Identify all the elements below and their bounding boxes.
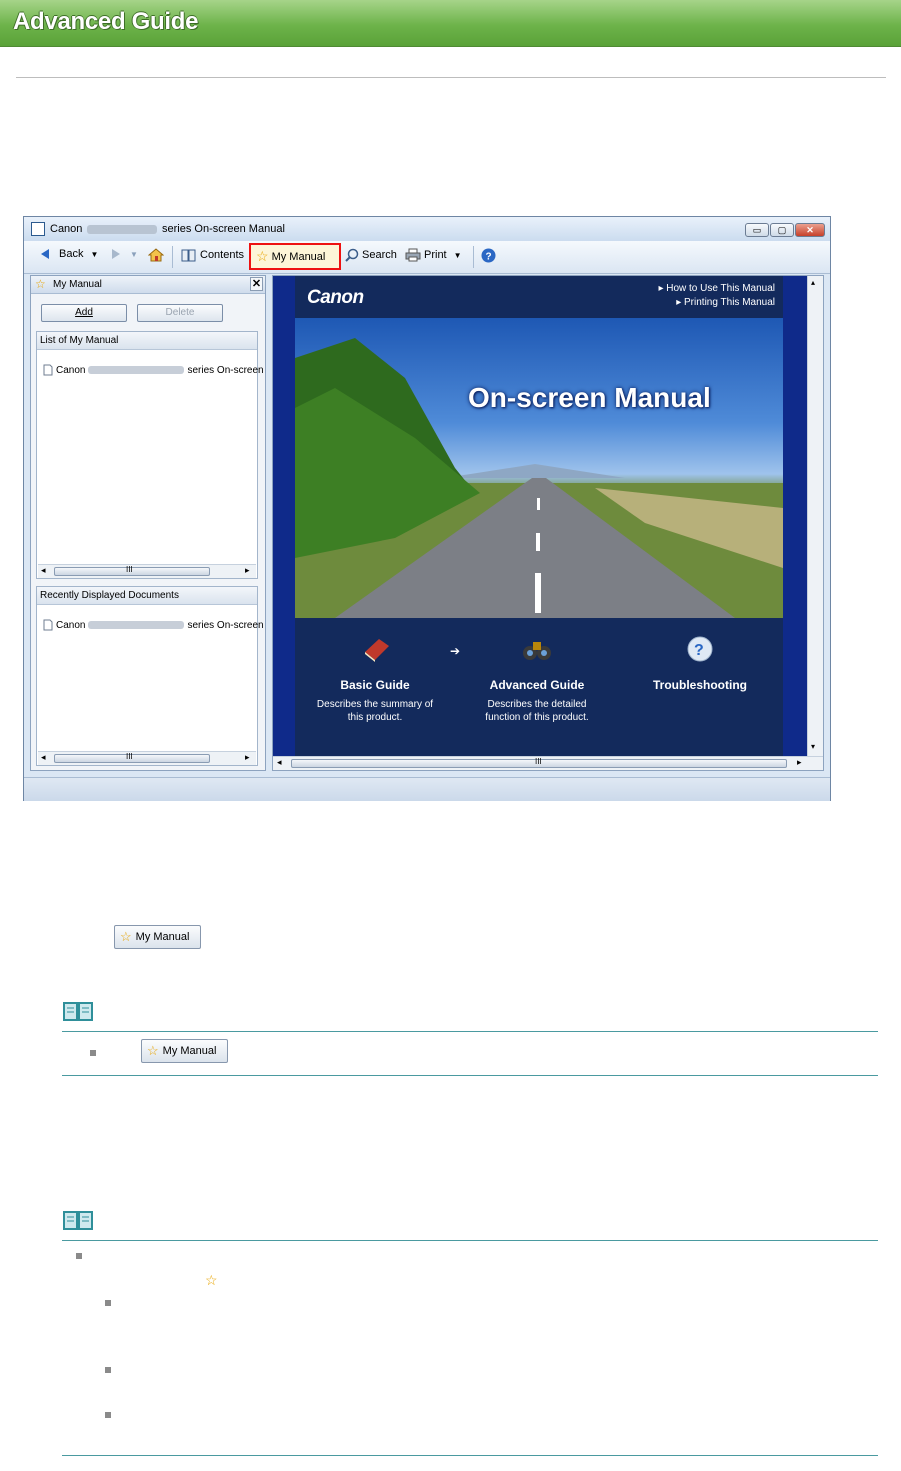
scroll-right-icon[interactable]: ▸ (797, 757, 802, 767)
guide-title: Advanced Guide (489, 678, 585, 692)
hero-title: On-screen Manual (468, 382, 711, 413)
my-manual-list (36, 331, 264, 579)
list-item[interactable] (43, 619, 264, 631)
pane-title: My Manual (53, 279, 102, 290)
scroll-grip: III (126, 565, 133, 574)
list-item[interactable] (43, 364, 264, 376)
list-header: List of My Manual (37, 332, 257, 350)
svg-text:?: ? (485, 251, 492, 263)
bullet (105, 1412, 111, 1418)
doc-prefix: Canon (56, 619, 86, 631)
forward-button[interactable] (111, 248, 138, 260)
window-titlebar (24, 217, 830, 241)
bullet (105, 1300, 111, 1306)
guide-desc-line2: function of this product. (485, 712, 589, 723)
maximize-button[interactable]: ▢ (770, 223, 794, 237)
my-manual-inline-button[interactable] (114, 925, 201, 949)
canon-logo: Canon (307, 287, 364, 308)
star-icon: ☆ (256, 248, 269, 264)
doc-prefix: Canon (56, 364, 86, 376)
note-divider (62, 1075, 878, 1076)
help-button[interactable] (481, 248, 496, 263)
page-title: Advanced Guide (13, 8, 199, 35)
guide-title: Troubleshooting (653, 678, 747, 692)
back-arrow-icon (40, 248, 50, 260)
horizontal-scrollbar[interactable] (273, 756, 823, 770)
home-icon (148, 248, 164, 262)
star-icon: ☆ (120, 929, 132, 944)
note-icon (62, 1209, 94, 1233)
note-divider (62, 1455, 878, 1456)
header-divider (16, 77, 886, 78)
app-icon (31, 222, 45, 236)
toolbar-separator (172, 246, 173, 268)
guide-desc-line1: Describes the detailed (487, 699, 587, 710)
printer-icon (405, 248, 421, 262)
link-label: Printing This Manual (684, 297, 775, 308)
scroll-left-icon[interactable]: ◂ (41, 565, 46, 575)
content-pane (272, 275, 824, 771)
my-manual-pane (30, 275, 266, 771)
question-help-icon (685, 636, 715, 664)
note-divider (62, 1240, 878, 1241)
home-button[interactable] (148, 248, 164, 262)
page-header-banner (0, 0, 901, 47)
bullet (105, 1367, 111, 1373)
note-divider (62, 1031, 878, 1032)
book-icon (181, 248, 197, 262)
how-to-use-link[interactable]: ▸ How to Use This Manual (658, 283, 775, 294)
road-landscape-image (295, 318, 783, 618)
recent-documents-list (36, 586, 264, 766)
my-manual-inline-button[interactable] (141, 1039, 228, 1063)
delete-button[interactable]: Delete (137, 304, 223, 322)
inline-button-label: My Manual (162, 1045, 217, 1057)
search-button[interactable] (345, 248, 397, 262)
minimize-button[interactable]: ▭ (745, 223, 769, 237)
recent-header: Recently Displayed Documents (37, 587, 257, 605)
bullet (90, 1050, 96, 1056)
book-icon (361, 636, 391, 662)
scroll-up-icon[interactable]: ▴ (811, 278, 816, 287)
help-icon (481, 248, 496, 263)
chevron-down-icon: ▼ (130, 249, 138, 259)
scroll-right-icon[interactable]: ▸ (245, 752, 250, 762)
horizontal-scrollbar[interactable] (38, 564, 256, 578)
add-button[interactable]: Add (41, 304, 127, 322)
scroll-down-icon[interactable]: ▾ (811, 742, 816, 751)
link-label: How to Use This Manual (666, 283, 775, 294)
manual-cover (295, 276, 783, 756)
document-icon (43, 364, 53, 376)
contents-button[interactable] (181, 248, 244, 262)
scroll-left-icon[interactable]: ◂ (41, 752, 46, 762)
back-label: Back (59, 248, 84, 260)
back-button[interactable] (40, 248, 98, 260)
star-icon: ☆ (35, 277, 46, 291)
note-icon (62, 1000, 94, 1024)
doc-suffix: series On-screen (187, 364, 264, 376)
toolbar (24, 241, 830, 274)
guide-desc-line2: this product. (347, 712, 403, 723)
my-manual-button[interactable] (256, 248, 325, 265)
manual-window (23, 216, 831, 801)
inline-button-label: My Manual (135, 931, 190, 943)
scroll-left-icon[interactable]: ◂ (277, 757, 282, 767)
binoculars-icon (521, 636, 553, 662)
window-title-suffix: series On-screen Manual (162, 223, 285, 235)
scroll-right-icon[interactable]: ▸ (245, 565, 250, 575)
star-icon: ☆ (205, 1272, 218, 1288)
guide-desc-line1: Describes the summary of (316, 699, 434, 710)
star-icon: ☆ (147, 1043, 159, 1058)
scroll-grip: III (535, 757, 542, 766)
blurred-model-name (87, 225, 157, 234)
bullet (76, 1253, 82, 1259)
blurred-model-name (88, 366, 184, 374)
guide-navigation (295, 618, 783, 756)
search-icon (345, 248, 359, 262)
window-title-prefix: Canon (50, 223, 83, 235)
scroll-grip: III (126, 752, 133, 761)
search-label: Search (362, 249, 397, 261)
vertical-scrollbar[interactable] (807, 276, 823, 756)
chevron-down-icon: ▼ (453, 250, 462, 260)
close-button[interactable]: ✕ (795, 223, 825, 237)
doc-suffix: series On-screen (187, 619, 264, 631)
printing-manual-link[interactable]: ▸ Printing This Manual (676, 297, 775, 308)
guide-title: Basic Guide (340, 678, 410, 692)
my-manual-label: My Manual (271, 250, 326, 263)
forward-arrow-icon (111, 248, 121, 260)
status-bar (24, 777, 830, 801)
toolbar-separator (473, 246, 474, 268)
hero-image (295, 318, 783, 618)
horizontal-scrollbar[interactable] (38, 751, 256, 765)
blurred-model-name (88, 621, 184, 629)
contents-label: Contents (200, 249, 245, 261)
chevron-down-icon: ▼ (90, 249, 99, 259)
print-button[interactable] (405, 248, 462, 262)
cover-header (295, 276, 783, 318)
document-icon (43, 619, 53, 631)
close-pane-icon[interactable]: ✕ (251, 278, 262, 290)
pane-header (31, 276, 265, 294)
print-label: Print (424, 249, 447, 261)
svg-text:?: ? (694, 642, 704, 659)
arrow-right-icon: ➔ (450, 644, 461, 658)
